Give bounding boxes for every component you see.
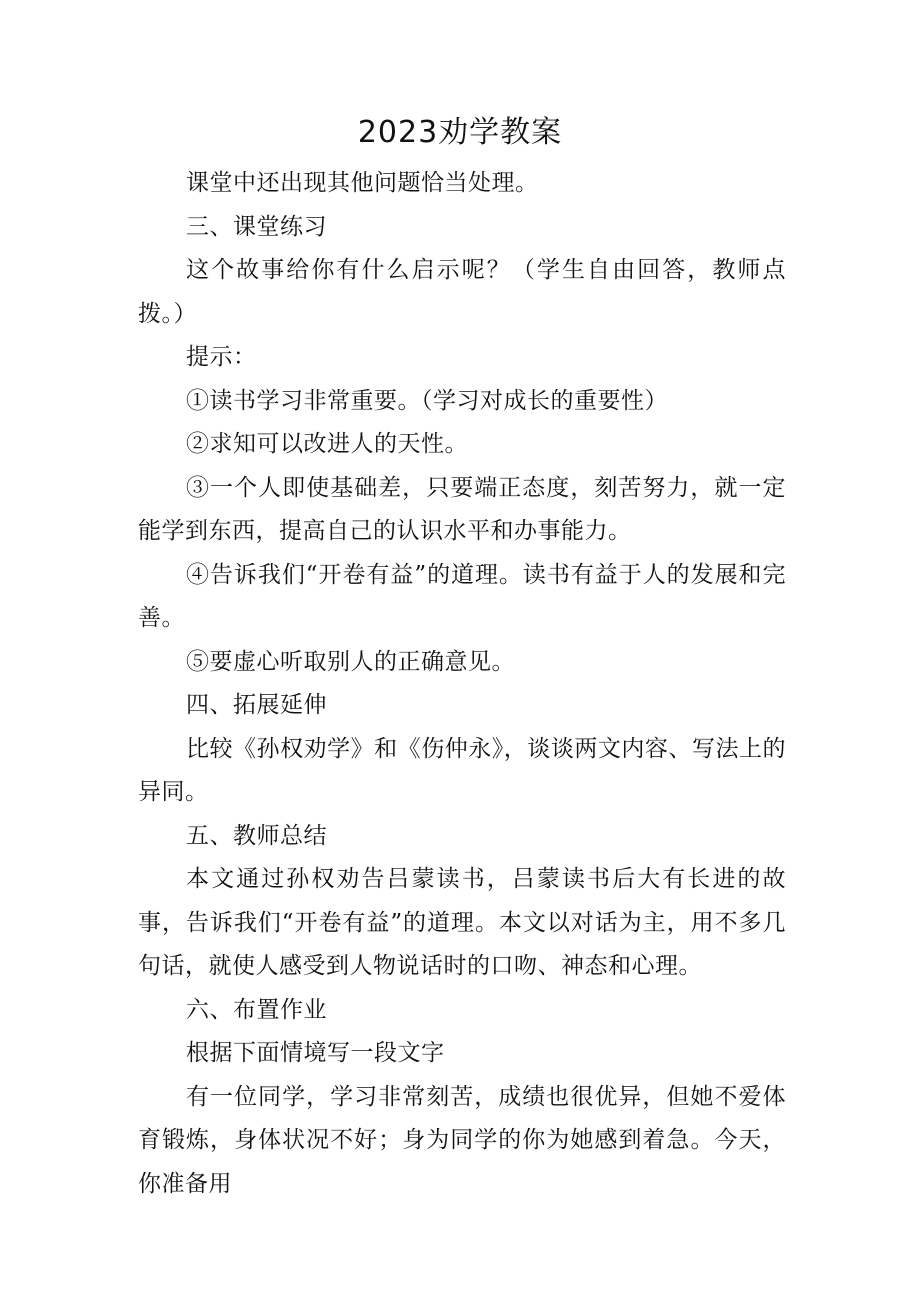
list-item: ②求知可以改进人的天性。 [186,431,468,457]
paragraph: 这个故事给你有什么启示呢？（学生自由回答，教师点拨。） [138,257,786,327]
list-item: ⑤要虚心听取别人的正确意见。 [186,648,515,675]
section-heading: 四、拓展延伸 [186,692,327,718]
paragraph: 课堂中还出现其他问题恰当处理。 [186,170,539,196]
document-title: 2023劝学教案 [357,115,563,150]
list-item: ④告诉我们“开卷有益”的道理。读书有益于人的发展和完善。 [138,561,786,631]
list-item: ①读书学习非常重要。（学习对成长的重要性） [186,387,668,414]
paragraph: 提示： [186,344,257,370]
section-heading: 三、课堂练习 [186,213,327,240]
list-item: ③一个人即使基础差，只要端正态度，刻苦努力，就一定能学到东西，提高自己的认识水平和办事能力。 [138,474,786,544]
document-body [138,162,786,1206]
paragraph: 比较《孙权劝学》和《伤仲永》，谈谈两文内容、写法上的异同。 [138,735,786,805]
paragraph: 本文通过孙权劝告吕蒙读书，吕蒙读书后大有长进的故事，告诉我们“开卷有益”的道理。本文以对话为主，用不多几句话，就使人感受到人物说话时的口吻、神态和心理。 [138,866,786,979]
paragraph: 根据下面情境写一段文字 [186,1040,445,1066]
section-heading: 六、布置作业 [186,996,327,1023]
paragraph: 有一位同学，学习非常刻苦，成绩也很优异，但她不爱体育锻炼，身体状况不好；身为同学的你为她感到着急。今天，你准备用 [138,1083,786,1197]
section-heading: 五、教师总结 [186,822,327,849]
